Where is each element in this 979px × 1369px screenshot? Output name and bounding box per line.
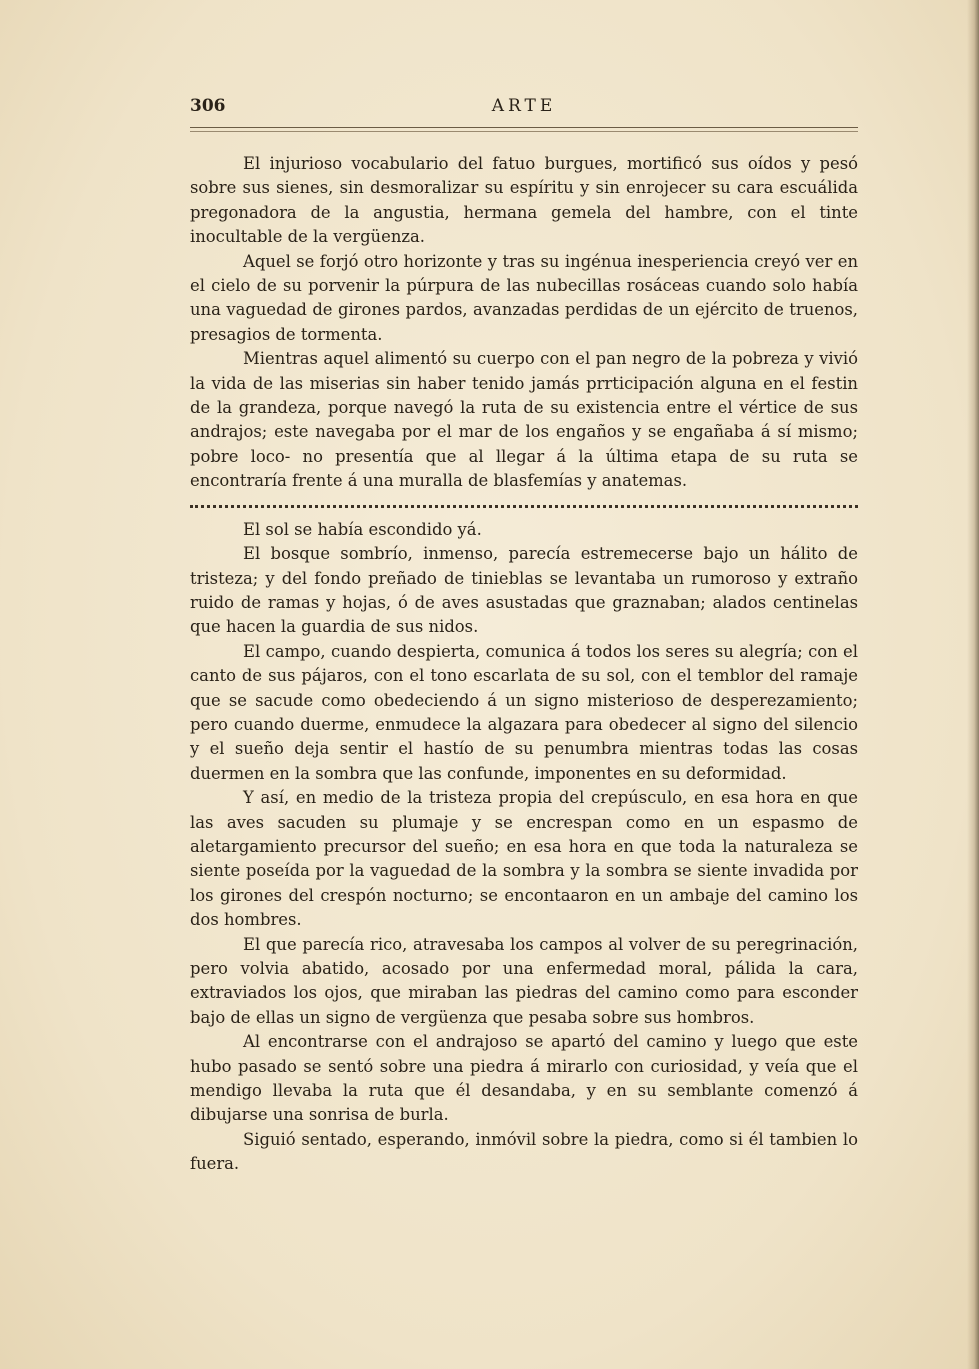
- paragraph: El bosque sombrío, inmenso, parecía estremecerse bajo un hálito de tristeza; y del fondo preñado de tinieblas se levantaba un rumoroso y extraño ruido de ramas y hojas, ó de aves asustadas que graznaban; alados centinelas que hacen la guardia de sus nidos.: [190, 544, 858, 637]
- paragraph: Aquel se forjó otro horizonte y tras su ingénua inesperiencia creyó ver en el cielo de su porvenir la púrpura de las nubecillas rosáceas cuando solo había una vaguedad de girones pardos, avanzadas perdidas de un ejército de truenos, presagios de tormenta.: [190, 251, 858, 344]
- body-text: [190, 152, 858, 1177]
- page-header: [190, 96, 858, 122]
- page-edge-shadow: [967, 0, 979, 1369]
- paragraph: Al encontrarse con el andrajoso se apartó del camino y luego que este hubo pasado se sentó sobre una piedra á mirarlo con curiosidad, y veía que el mendigo llevaba la ruta que él desandaba, y en su semblante comenzó á dibujarse una sonrisa de burla.: [190, 1032, 858, 1125]
- section-separator: [190, 494, 858, 518]
- paragraph: El injurioso vocabulario del fatuo burgues, mortificó sus oídos y pesó sobre sus sienes, sin desmoralizar su espíritu y sin enrojecer su cara escuálida pregonadora de la angustia, hermana gemela del hambre, con el tinte inocultable de la vergüenza.: [190, 154, 858, 247]
- header-rule-secondary: [190, 131, 858, 132]
- running-title: ARTE: [491, 96, 557, 116]
- paragraph: Y así, en medio de la tristeza propia del crepúsculo, en esa hora en que las aves sacuden su plumaje y se encrespan como en un espasmo de aletargamiento precursor del sueño; en esa hora en que toda la naturaleza se siente poseída por la vaguedad de la sombra y la sombra se siente invadida por los girones del crespón nocturno; se encontaaron en un ambaje del camino los dos hombres.: [190, 788, 858, 930]
- paragraph: El que parecía rico, atravesaba los campos al volver de su peregrinación, pero volvia abatido, acosado por una enfermedad moral, pálida la cara, extraviados los ojos, que miraban las piedras del camino como para esconder bajo de ellas un signo de vergüenza que pesaba sobre sus hombros.: [190, 934, 858, 1027]
- page-number: 306: [190, 96, 226, 116]
- paragraph: Siguió sentado, esperando, inmóvil sobre la piedra, como si él tambien lo fuera.: [190, 1129, 858, 1174]
- paragraph: El campo, cuando despierta, comunica á todos los seres su alegría; con el canto de sus pájaros, con el tono escarlata de su sol, con el temblor del ramaje que se sacude como obedeciendo á un signo misterioso de desperezamiento; pero cuando duerme, enmudece la algazara para obedecer al signo del silencio y el sueño deja sentir el hastío de su penumbra mientras todas las cosas duermen en la sombra que las confunde, imponentes en su deformidad.: [190, 641, 858, 783]
- header-rule: [190, 127, 858, 128]
- paragraph: El sol se había escondido yá.: [243, 519, 482, 539]
- paragraph: Mientras aquel alimentó su cuerpo con el pan negro de la pobreza y vivió la vida de las miserias sin haber tenido jamás prrticipación alguna en el festin de la grandeza, porque navegó la ruta de su existencia entre el vértice de sus andrajos; este navegaba por el mar de los engaños y se engañaba á sí mismo; pobre loco- no presentía que al llegar á la última etapa de su ruta se encontraría frente á una muralla de blasfemías y anatemas.: [190, 349, 858, 491]
